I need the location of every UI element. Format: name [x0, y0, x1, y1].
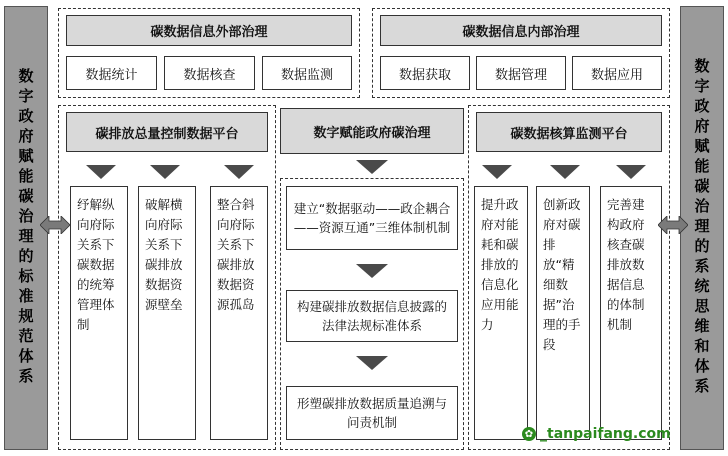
down-arrow-icon: [86, 165, 116, 179]
right-column-2: [536, 186, 590, 440]
center-item-2: 构建碳排放数据信息披露的法律法规标准体系: [286, 290, 458, 342]
left-platform-title: 碳排放总量控制数据平台: [66, 112, 268, 152]
external-item-3: 数据监测: [262, 56, 352, 90]
center-item-1: 建立“数据驱动——政企耦合——资源互通”三维体制机制: [286, 186, 458, 250]
double-arrow-icon: [658, 216, 688, 234]
internal-governance-title: 碳数据信息内部治理: [380, 15, 662, 46]
down-arrow-icon: [356, 264, 388, 278]
down-arrow-icon: [550, 165, 580, 179]
center-title: 数字赋能政府碳治理: [280, 108, 464, 154]
double-arrow-icon: [40, 216, 70, 234]
right-column-3: [600, 186, 662, 440]
left-side-bar-text: 数字政府赋能碳治理的标准规范体系: [16, 68, 35, 388]
right-column-1: [474, 186, 528, 440]
watermark-text: _tanpaifang.com: [540, 426, 671, 442]
down-arrow-icon: [150, 165, 180, 179]
internal-item-1: 数据获取: [380, 56, 470, 90]
right-column-1-text: 提升政府对能耗和碳排放的信息化应用能力: [481, 197, 519, 332]
external-item-1: 数据统计: [66, 56, 157, 90]
right-platform-title: 碳数据核算监测平台: [476, 112, 662, 152]
internal-item-2: 数据管理: [476, 56, 566, 90]
left-column-1: [70, 186, 128, 440]
down-arrow-icon: [224, 165, 254, 179]
left-column-2: [138, 186, 196, 440]
external-governance-title: 碳数据信息外部治理: [66, 15, 352, 46]
watermark-logo: [522, 426, 671, 442]
left-column-1-text: 纾解纵向府际关系下碳数据的统筹管理体制: [77, 197, 115, 332]
left-column-2-text: 破解横向府际关系下碳排放数据资源壁垒: [145, 197, 183, 312]
left-column-3: [210, 186, 268, 440]
leaf-logo-icon: ✿: [522, 427, 536, 441]
down-arrow-icon: [356, 160, 388, 174]
down-arrow-icon: [356, 356, 388, 370]
external-item-2: 数据核查: [164, 56, 255, 90]
center-item-3: 形塑碳排放数据质量追溯与问责机制: [286, 386, 458, 440]
down-arrow-icon: [616, 165, 646, 179]
down-arrow-icon: [482, 165, 512, 179]
left-column-3-text: 整合斜向府际关系下碳排放数据资源孤岛: [217, 197, 255, 312]
right-column-3-text: 完善建构政府核查碳排放数据信息的体制机制: [607, 197, 645, 332]
internal-item-3: 数据应用: [572, 56, 662, 90]
right-side-bar-text: 数字政府赋能碳治理的系统思维和体系: [692, 58, 711, 398]
right-column-2-text: 创新政府对碳排放“精细数据”治理的手段: [543, 197, 581, 352]
